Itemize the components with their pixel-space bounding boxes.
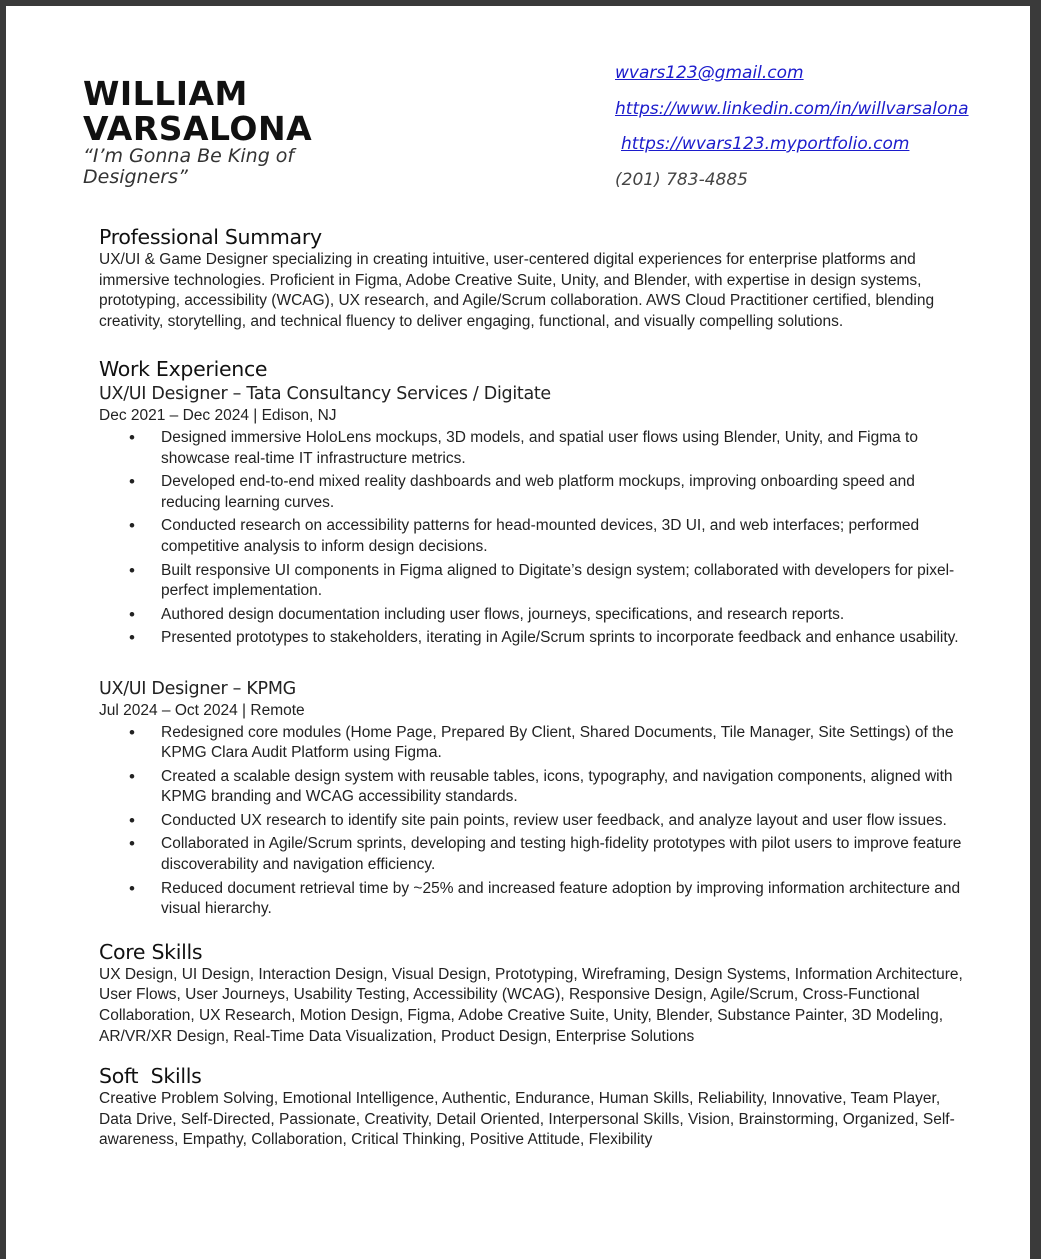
- name-last: VARSALONA: [83, 109, 313, 148]
- bullet-item: • Conducted research on accessibility patterns for head-mounted devices, 3D UI, and web interfaces; performed competitive analysis to inform design decisions.: [161, 516, 969, 557]
- bullet-item: • Redesigned core modules (Home Page, Prepared By Client, Shared Documents, Tile Manager, Site Settings) of the KPMG Clara Audit Platform using Figma.: [161, 723, 969, 764]
- resume-page: [6, 6, 1030, 1259]
- email-link[interactable]: wvars123@gmail.com: [615, 63, 804, 83]
- summary-section: [99, 224, 969, 332]
- core-skills-text: UX Design, UI Design, Interaction Design, Visual Design, Prototyping, Wireframing, Design Systems, Information Architecture, User Flows, User Journeys, Usability Testing, Accessibility (WCAG), Responsive Design, Agile/Scrum, Cross-Functional Collaboration, UX Research, Motion Design, Figma, Adobe Creative Suite, Unity, Blender, Substance Painter, 3D Modeling, AR/VR/XR Design, Real-Time Data Visualization, Product Design, Enterprise Solutions: [99, 965, 963, 1045]
- core-skills-heading: Core Skills: [99, 939, 203, 964]
- core-skills-section: [99, 939, 969, 1047]
- bullet-item: • Designed immersive HoloLens mockups, 3D models, and spatial user flows using Blender, Unity, and Figma to showcase real-time IT infrastructure metrics.: [161, 428, 969, 469]
- phone-number: (201) 783-4885: [615, 169, 748, 190]
- job-bullets: [99, 723, 969, 920]
- soft-skills-text: Creative Problem Solving, Emotional Intelligence, Authentic, Endurance, Human Skills, Reliability, Innovative, Team Player, Data Drive, Self-Directed, Passionate, Creativity, Detail Oriented, Interpersonal Skills, Vision, Brainstorming, Organized, Self-awareness, Empathy, Collaboration, Critical Thinking, Positive Attitude, Flexibility: [99, 1090, 955, 1149]
- job-title: UX/UI Designer – Tata Consultancy Services / Digitate: [99, 384, 551, 405]
- job-meta: Dec 2021 – Dec 2024 | Edison, NJ: [99, 407, 337, 425]
- experience-heading: Work Experience: [99, 357, 268, 382]
- bullet-item: • Built responsive UI components in Figma aligned to Digitate’s design system; collaborated with developers for pixel-perfect implementation.: [161, 561, 969, 602]
- contact-block: [615, 56, 969, 198]
- portfolio-link[interactable]: https://wvars123.myportfolio.com: [621, 134, 910, 154]
- soft-skills-heading: Soft Skills: [99, 1064, 202, 1089]
- bullet-item: • Presented prototypes to stakeholders, iterating in Agile/Scrum sprints to incorporate feedback and enhance usability.: [161, 628, 969, 649]
- job-title: UX/UI Designer – KPMG: [99, 678, 296, 699]
- summary-heading: Professional Summary: [99, 225, 322, 249]
- soft-skills-section: [99, 1063, 969, 1151]
- job-entry: [99, 677, 969, 920]
- bullet-item: • Reduced document retrieval time by ~25% and increased feature adoption by improving information architecture and visual hierarchy.: [161, 879, 969, 920]
- linkedin-link[interactable]: https://www.linkedin.com/in/willvarsalona: [615, 98, 969, 119]
- bullet-item: • Collaborated in Agile/Scrum sprints, developing and testing high-fidelity prototypes with pilot users to improve feature discoverability and navigation efficiency.: [161, 834, 969, 875]
- name-first: WILLIAM: [83, 74, 248, 113]
- tagline: “I’m Gonna Be King of Designers”: [83, 145, 295, 188]
- job-entry: [99, 382, 969, 649]
- candidate-name: [83, 76, 312, 146]
- experience-section: [99, 356, 969, 919]
- bullet-item: • Conducted UX research to identify site pain points, review user feedback, and analyze layout and user flow issues.: [161, 811, 969, 832]
- job-bullets: [99, 428, 969, 649]
- summary-text: UX/UI & Game Designer specializing in creating intuitive, user-centered digital experiences for enterprise platforms and immersive technologies. Proficient in Figma, Adobe Creative Suite, Unity, and Blender, with expertise in design systems, prototyping, accessibility (WCAG), UX research, and Agile/Scrum collaboration. AWS Cloud Practitioner certified, blending creativity, storytelling, and technical fluency to deliver engaging, functional, and visually compelling solutions.: [99, 251, 935, 330]
- resume-body: [99, 224, 969, 1151]
- bullet-item: • Created a scalable design system with reusable tables, icons, typography, and navigation components, aligned with KPMG branding and WCAG accessibility standards.: [161, 767, 969, 808]
- job-meta: Jul 2024 – Oct 2024 | Remote: [99, 701, 305, 719]
- bullet-item: • Developed end-to-end mixed reality dashboards and web platform mockups, improving onboarding speed and reducing learning curves.: [161, 472, 969, 513]
- bullet-item: • Authored design documentation including user flows, journeys, specifications, and research reports.: [161, 605, 969, 626]
